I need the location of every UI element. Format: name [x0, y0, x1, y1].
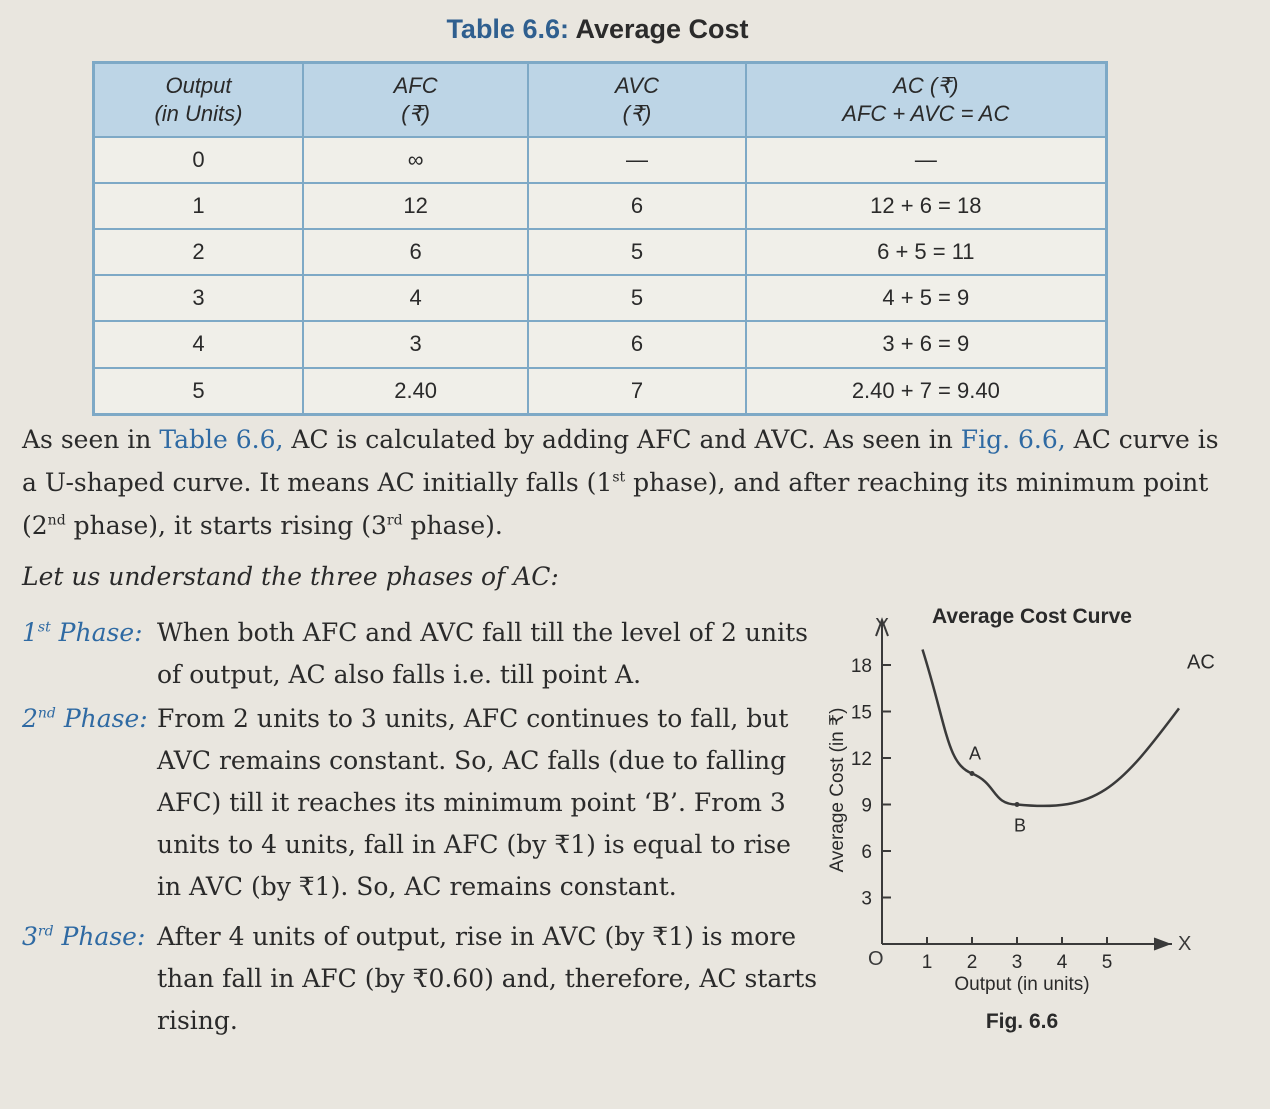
origin-label: O [868, 948, 884, 970]
x-tick-label: 3 [1011, 952, 1023, 973]
cell-afc: 12 [303, 183, 528, 229]
cell-afc: 3 [303, 321, 528, 367]
table-reference-link: Table 6.6, [159, 425, 284, 454]
phase-2-label: 2nd Phase: [22, 704, 148, 733]
point-label: B [1013, 815, 1027, 836]
cell-output: 2 [94, 229, 303, 275]
x-tick-label: 2 [966, 952, 978, 973]
x-axis-letter: X [1178, 933, 1192, 955]
phase-1-text: When both AFC and AVC fall till the level of 2 units of output, AC also falls i.e. till point A. [157, 618, 808, 689]
figure-caption: Fig. 6.6 [985, 1010, 1059, 1033]
ac-curve [923, 650, 1180, 806]
y-tick-label: 6 [861, 842, 872, 863]
cell-avc: 6 [528, 321, 745, 367]
y-tick-label: 18 [850, 656, 872, 677]
table-number: Table 6.6: [446, 14, 569, 44]
figure-reference-link: Fig. 6.6, [960, 425, 1066, 454]
cell-ac: 6 + 5 = 11 [746, 229, 1107, 275]
cell-afc: 6 [303, 229, 528, 275]
cell-output: 4 [94, 321, 303, 367]
cell-afc: 2.40 [303, 368, 528, 415]
cell-output: 3 [94, 275, 303, 321]
x-axis-label: Output (in units) [954, 974, 1090, 995]
y-axis-letter: Y [875, 615, 889, 637]
header-avc: AVC (₹) [528, 63, 745, 138]
cell-avc: 7 [528, 368, 745, 415]
header-afc: AFC (₹) [303, 63, 528, 138]
x-tick-label: 5 [1101, 952, 1113, 973]
cell-avc: 6 [528, 183, 745, 229]
chart-title: Average Cost Curve [932, 605, 1132, 628]
phase-3-label: 3rd Phase: [22, 922, 146, 951]
cell-ac: 3 + 6 = 9 [746, 321, 1107, 367]
cell-afc: ∞ [303, 137, 528, 183]
x-tick-label: 4 [1056, 952, 1068, 973]
cell-avc: 5 [528, 229, 745, 275]
cell-ac: 2.40 + 7 = 9.40 [746, 368, 1107, 415]
curve-point [1015, 802, 1020, 807]
y-tick-label: 3 [861, 888, 872, 910]
header-ac: AC (₹) AFC + AVC = AC [746, 63, 1107, 138]
y-axis-label: Average Cost (in ₹) [827, 707, 848, 873]
table-heading: Average Cost [575, 14, 749, 44]
x-tick-label: 1 [921, 952, 933, 973]
y-tick-label: 15 [850, 702, 872, 724]
y-tick-label: 12 [850, 749, 872, 770]
series-label: AC [1187, 651, 1215, 674]
cell-avc: 5 [528, 275, 745, 321]
cell-output: 1 [94, 183, 303, 229]
header-output: Output (in Units) [94, 63, 303, 138]
x-axis-arrow-icon [1154, 938, 1170, 950]
cell-ac: 12 + 6 = 18 [746, 183, 1107, 229]
curve-point [970, 771, 975, 776]
cell-ac: — [746, 137, 1107, 183]
cell-ac: 4 + 5 = 9 [746, 275, 1107, 321]
cell-avc: — [528, 137, 745, 183]
phases-intro: Let us understand the three phases of AC: [22, 562, 559, 591]
phase-2-text: From 2 units to 3 units, AFC continues to fall, but AVC remains constant. So, AC falls (due to falling AFC) till it reaches its minimum point ‘B’. From 3 units to 4 units, fall in AFC (by ₹1) is equal to rise in AVC (by ₹1). So, AC remains constant. [157, 704, 791, 901]
cell-output: 0 [94, 137, 303, 183]
cell-afc: 4 [303, 275, 528, 321]
point-label: A [968, 743, 982, 764]
phase-3-text: After 4 units of output, rise in AVC (by ₹1) is more than fall in AFC (by ₹0.60) and, therefore, AC starts rising. [157, 922, 818, 1035]
cell-output: 5 [94, 368, 303, 415]
explanation-paragraph: As seen in Table 6.6, AC is calculated by adding AFC and AVC. As seen in Fig. 6.6, AC curve is a U-shaped curve. It means AC initially falls (1st phase), and after reaching its minimum point (2nd phase), it starts rising (3rd phase). [22, 425, 1219, 540]
y-tick-label: 9 [861, 795, 872, 817]
phase-1-label: 1st Phase: [22, 618, 143, 647]
